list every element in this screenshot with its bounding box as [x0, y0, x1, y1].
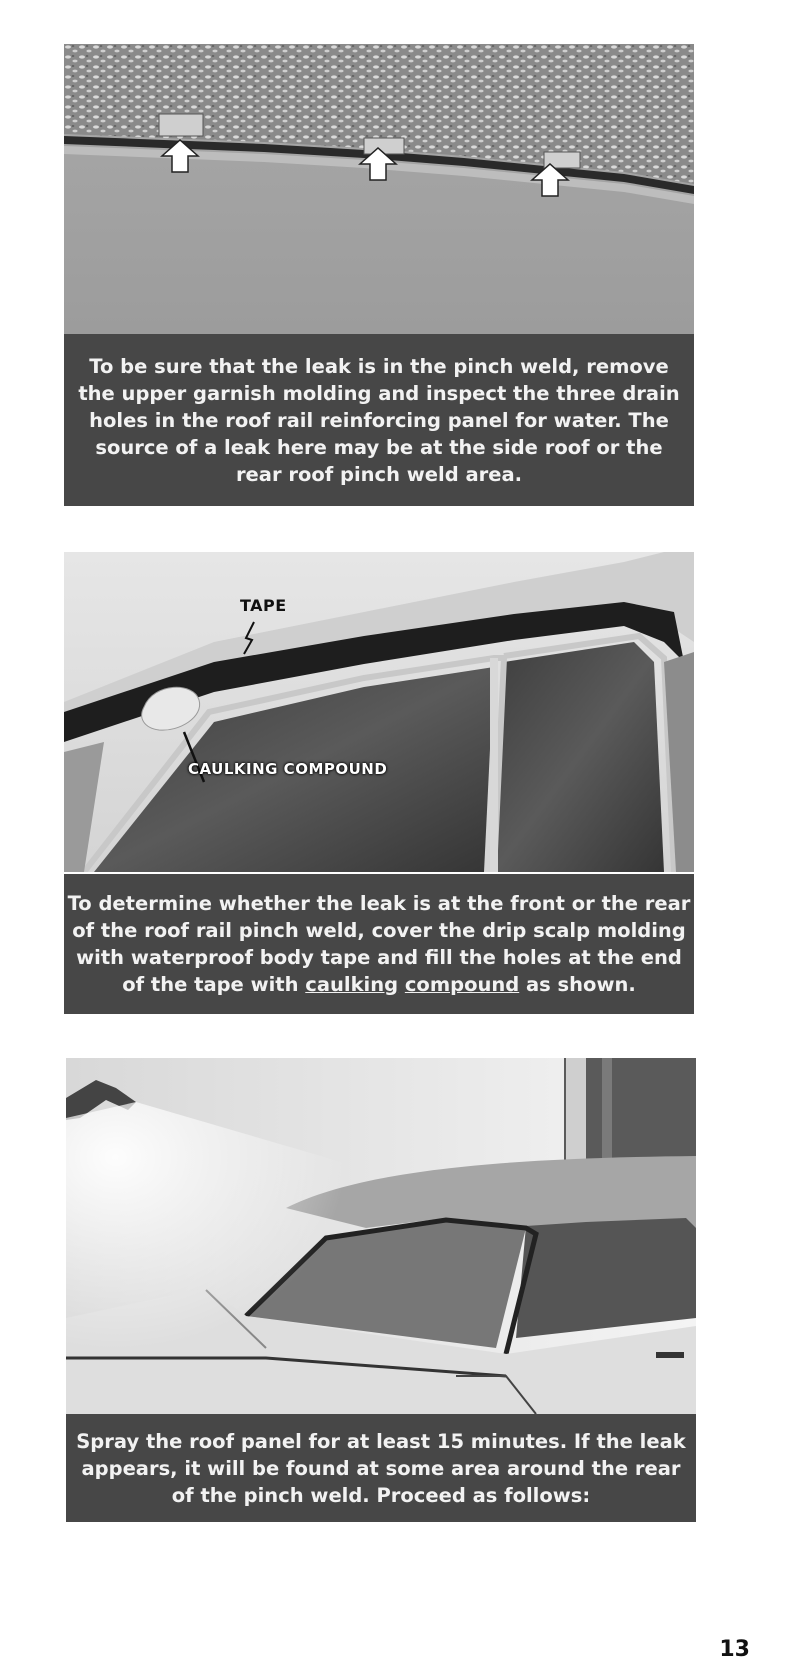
caption-line: rear roof pinch weld area. [235, 462, 523, 486]
caption-line: To determine whether the leak is at the front or the rear [67, 892, 691, 915]
photo-door-window-tape [64, 552, 694, 872]
page-number: 13 [719, 1637, 750, 1662]
figure-spray-roof [66, 1058, 696, 1522]
caption-drain-holes [64, 334, 694, 506]
photo-roof-rail-drain-holes [64, 44, 694, 334]
caption-tape-caulking [64, 874, 694, 1014]
caption-spray-roof [66, 1414, 696, 1522]
callout-caulking-compound: CAULKING COMPOUND [188, 760, 388, 778]
caption-line [68, 971, 691, 998]
caption-segment: of the tape with [122, 973, 306, 996]
caption-underlined-word: compound [404, 973, 520, 996]
caption-segment: as shown. [519, 973, 636, 996]
caption-line: appears, it will be found at some area around the rear [81, 1456, 681, 1480]
caption-line: the upper garnish molding and inspect the three drain [78, 381, 680, 405]
caption-line: To be sure that the leak is in the pinch weld, remove [89, 354, 669, 378]
caption-line: with waterproof body tape and fill the holes at the end [76, 946, 682, 969]
caption-line: of the pinch weld. Proceed as follows: [171, 1483, 591, 1507]
caption-line: of the roof rail pinch weld, cover the drip scalp molding [72, 919, 686, 942]
caption-line: holes in the roof rail reinforcing panel for water. The [89, 408, 669, 432]
figure-drain-holes [64, 44, 694, 506]
callout-tape: TAPE [240, 596, 287, 615]
caption-underlined-word: caulking [305, 973, 399, 996]
caption-segment [398, 973, 405, 996]
caption-line: Spray the roof panel for at least 15 minutes. If the leak [76, 1429, 686, 1453]
caption-line: source of a leak here may be at the side roof or the [95, 435, 663, 459]
photo-spraying-roof [66, 1058, 696, 1414]
figure-tape-caulking [64, 552, 694, 1014]
